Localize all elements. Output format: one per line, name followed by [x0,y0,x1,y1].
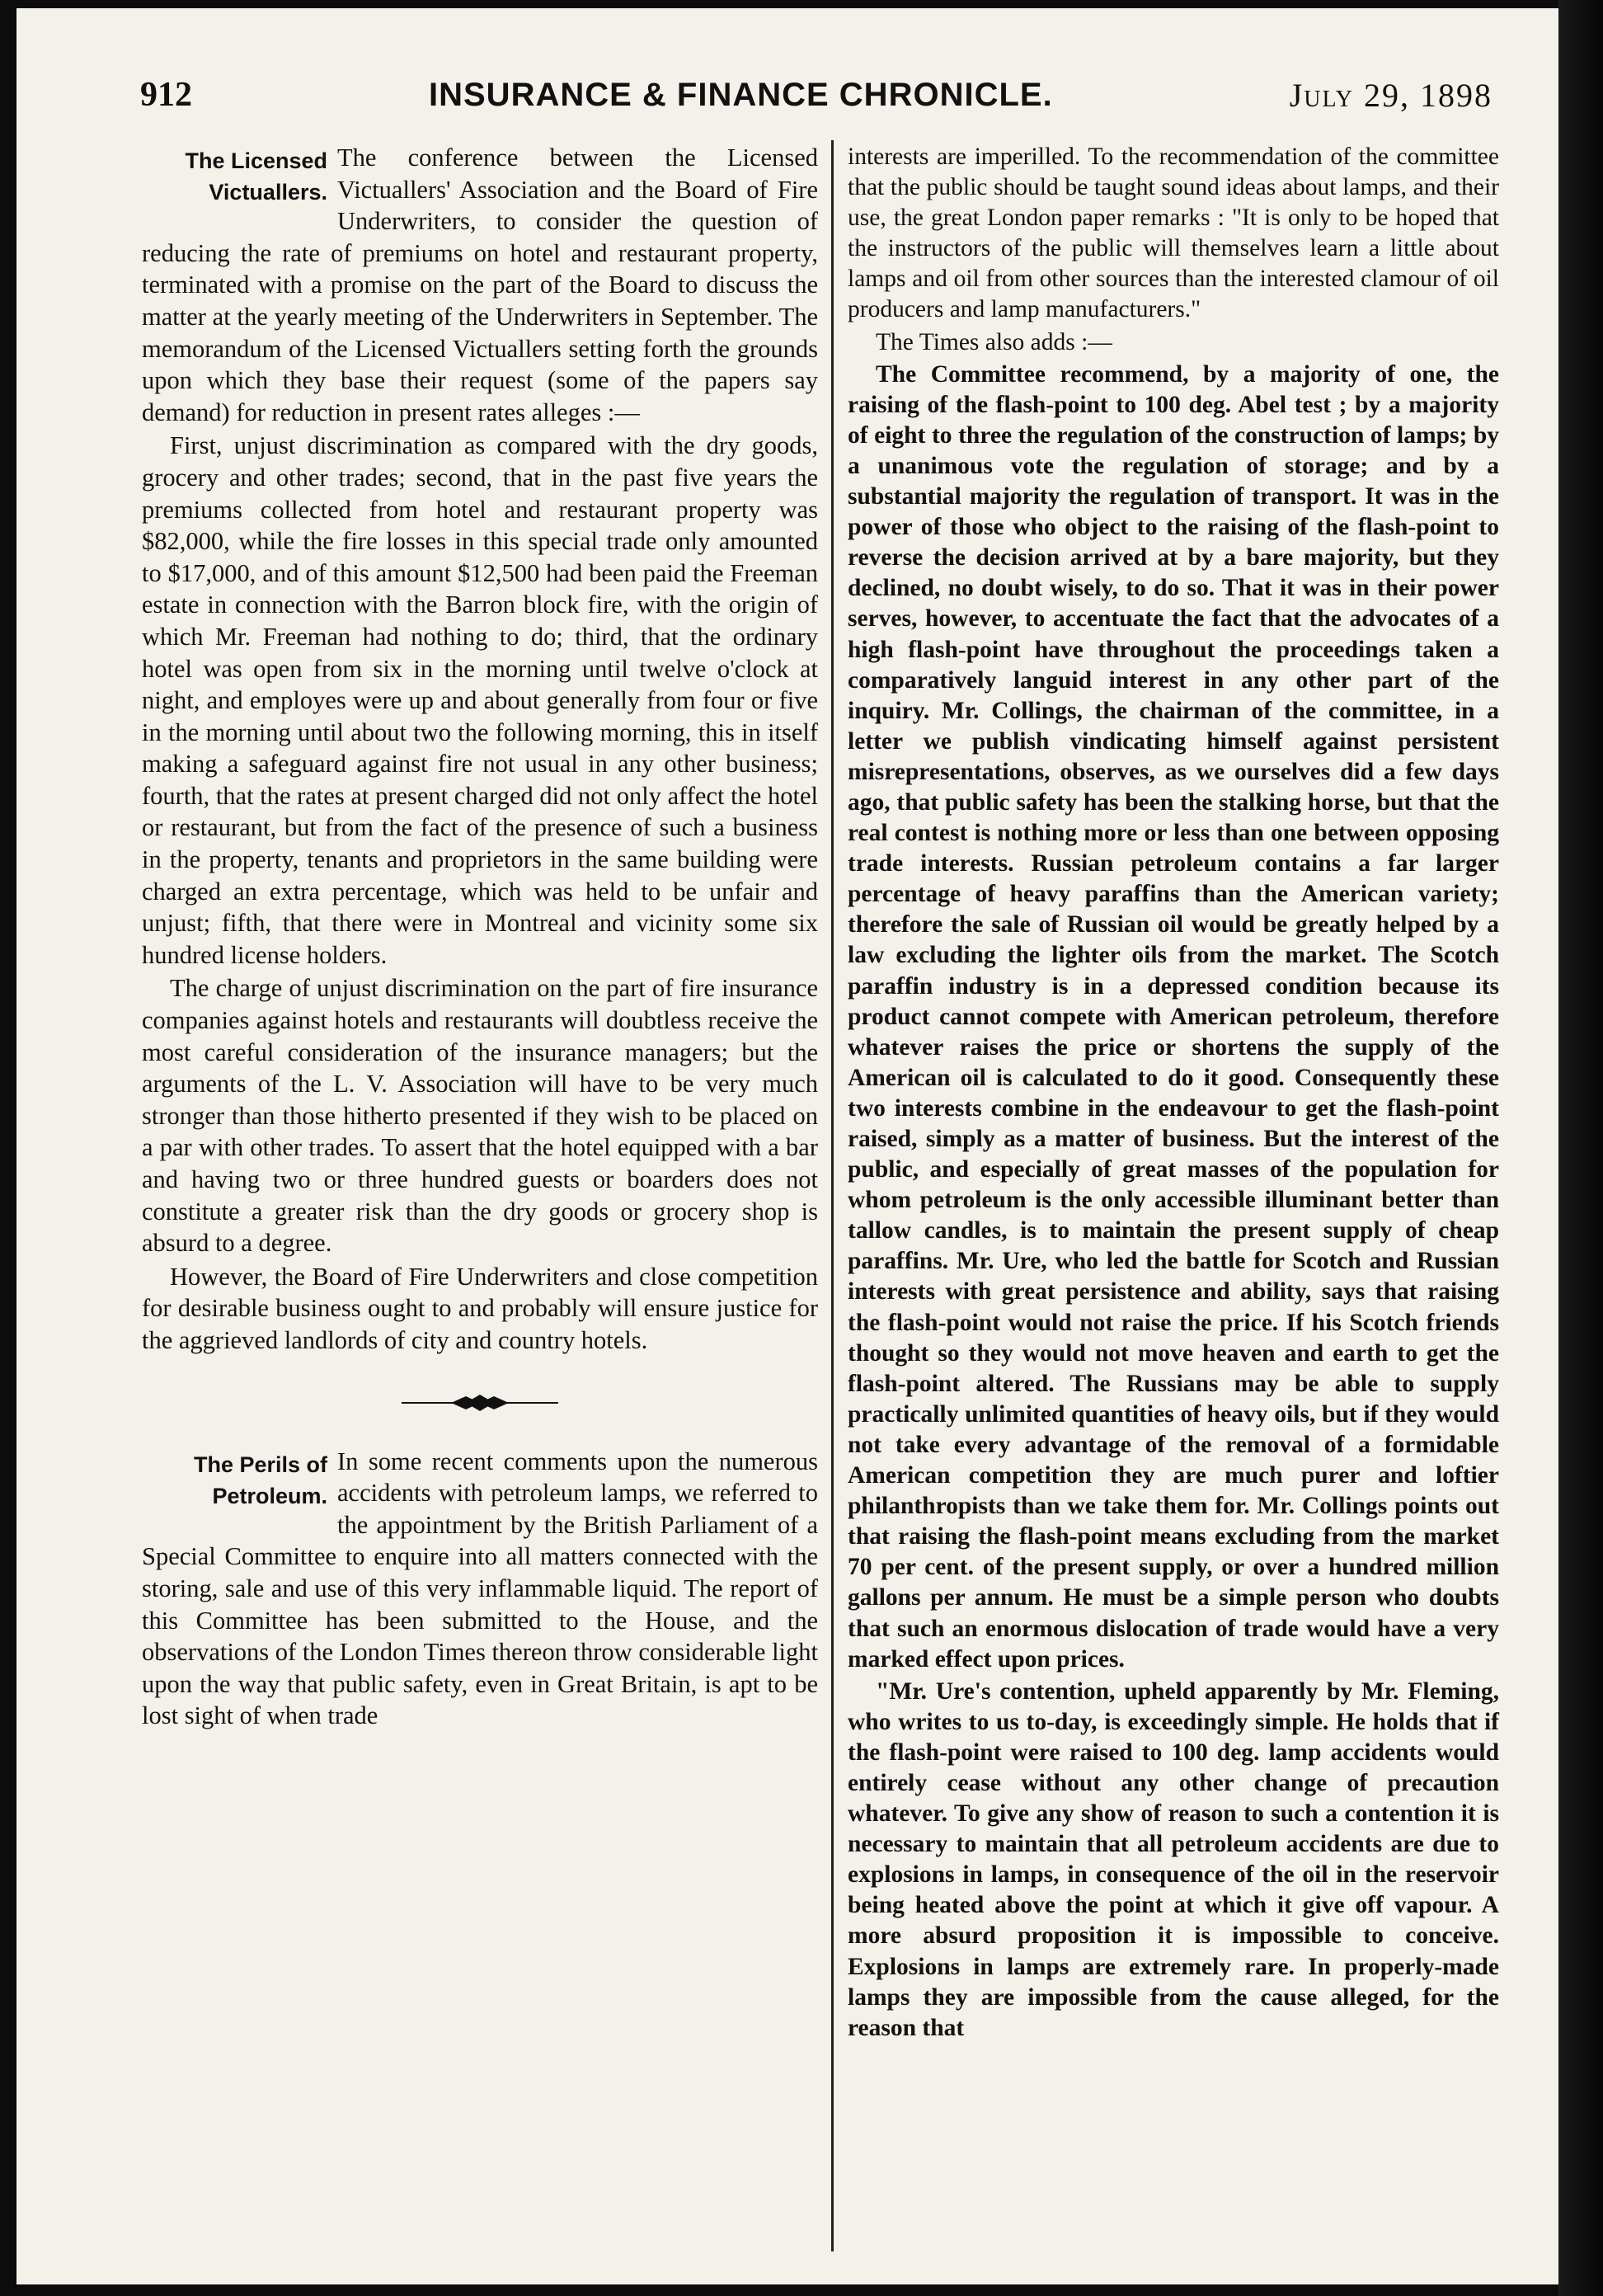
article-paragraph: interests are imperilled. To the recommendation of the committee that the public should be taught sound ideas about lamps, and their use, the great London paper remarks : "It is only to be hoped that the instructors of the public will themselves learn a little about lamps and oil from other sources than the interested clamour of oil producers and lamp manufacturers." [848,144,1499,323]
article-paragraph: The conference between the Licensed Victuallers' Association and the Board of Fire Underwriters, to consider the question of reducing the rate of premiums on hotel and restaurant property, terminated with a promise on the part of the Board to discuss the matter at the yearly meeting of the Underwriters in September. The memorandum of the Licensed Victuallers setting forth the grounds upon which they base their request (some of the papers say demand) for reduction in present rates alleges :— [142,144,818,426]
article-perils-of-petroleum [142,1446,818,1732]
side-heading-line2: Victuallers. [209,180,327,205]
page-number: 912 [140,76,192,114]
section-ornament [142,1378,818,1428]
side-heading [142,145,327,208]
right-column [848,142,1499,2251]
quoted-paragraph: "Mr. Ure's contention, upheld apparently by Mr. Fleming, who writes to us to-day, is exceedingly simple. He holds that if the flash-point were raised to 100 deg. lamp accidents would entirely cease without any other change of precaution whatever. To give any show of reason to such a contention it is necessary to maintain that all petroleum accidents are due to explosions in lamps, in consequence of the oil in the reservoir being heated above the point at which it give off vapour. A more absurd proposition it is impossible to conceive. Explosions in lamps are extremely rare. In properly-made lamps they are impossible from the cause alleged, for the reason that [848,1677,1499,2041]
scan-edge [1558,0,1603,2296]
side-heading-line2: Petroleum. [212,1483,327,1508]
left-column [142,142,818,2251]
issue-date: July 29, 1898 [1289,76,1493,114]
column-divider [831,140,834,2251]
article-paragraph: In some recent comments upon the numerous accidents with petroleum lamps, we referred to the appointment by the British Parliament of a Special Committee to enquire into all matters connected with the storing, sale and use of this very inflammable liquid. The report of this Committee has been submitted to the House, and the observations of the London Times thereon throw considerable light upon the way that public safety, even in Great Britain, is apt to be lost sight of when trade [142,1447,818,1730]
article-paragraph: First, unjust discrimination as compared with the dry goods, grocery and other trades; second, that in the past five years the premiums collected from hotel and restaurant property was $82,000, while the fire losses in this special trade only amounted to $17,000, and of this amount $12,500 had been paid the Freeman estate in connection with the Barron block fire, with the origin of which Mr. Freeman had nothing to do; third, that the ordinary hotel was open from six in the morning until twelve o'clock at night, and employes were up and about generally from four or five in the morning until about two the following morning, this in itself making a safeguard against fire not usual in any other business; fourth, that the rates at present charged did not only affect the hotel or restaurant, but from the fact of the presence of such a business in the property, tenants and proprietors in the same building were charged an extra percentage, which was held to be unfair and unjust; fifth, that there were in Montreal and vicinity some six hundred license holders. [142,431,818,969]
side-heading-line1: The Licensed [185,148,327,173]
page-header [140,66,1493,124]
quoted-paragraph: The Committee recommend, by a majority of one, the raising of the flash-point to 100 deg. Abel test ; by a majority of eight to three the regulation of the construction of lamps; by a unanimous vote the regulation of storage; and by a substantial majority the regulation of transport. It was in the power of those who object to the raising of the flash-point to reverse the decision arrived at by a bare majority, but they declined, no doubt wisely, to do so. That it was in their power serves, however, to accentuate the fact that the advocates of a high flash-point have throughout the proceedings taken a comparatively languid interest in any other part of the inquiry. Mr. Collings, the chairman of the committee, in a letter we publish vindicating himself against persistent misrepresentations, observes, as we ourselves did a few days ago, that public safety has been the stalking horse, but that the real contest is nothing more or less than one between opposing trade interests. Russian petroleum contains a far larger percentage of heavy paraffins than the American variety; therefore the sale of Russian oil would be greatly helped by a law excluding the lighter oils from the market. The Scotch paraffin industry is in a depressed condition because its product cannot compete with American petroleum, therefore whatever raises the price or shortens the supply of the American oil is calculated to do it good. Consequently these two interests combine in the endeavour to get the flash-point raised, simply as a matter of business. But the interest of the public, and especially of great masses of the population for whom petroleum is the only accessible illuminant better than tallow candles, is to maintain the present supply of cheap paraffins. Mr. Ure, who led the battle for Scotch and Russian interests with great persistence and ability, says that raising the flash-point would not raise the price. If his Scotch friends thought so they would not move heaven and earth to get the flash-point altered. The Russians may be able to supply practically unlimited quantities of heavy oils, but if they would not take every advantage of the removal of a formidable American competition they are much purer and loftier philanthropists than we take them for. Mr. Collings points out that raising the flash-point means excluding from the market 70 per cent. of the present supply, or over a hundred million gallons per annum. He must be a simple person who doubts that such an enormous dislocation of trade would have a very marked effect upon prices. [848,360,1499,1673]
side-heading [142,1449,327,1512]
article-paragraph: The charge of unjust discrimination on the part of fire insurance companies against hotels and restaurants will doubtless receive the most careful consideration of the insurance managers; but the arguments of the L. V. Association will have to be very much stronger than those hitherto presented if they wish to be placed on a par with other trades. To assert that the hotel equipped with a bar and having two or three hundred guests or boarders does not constitute a greater risk than the dry goods or grocery shop is absurd to a degree. [142,974,818,1258]
article-licensed-victuallers [142,142,818,1357]
ornament-icon [402,1393,558,1413]
newspaper-page [16,8,1558,2284]
side-heading-line1: The Perils of [193,1451,327,1477]
journal-title: INSURANCE & FINANCE CHRONICLE. [429,76,1053,113]
article-paragraph: However, the Board of Fire Underwriters and close competition for desirable business ought to and probably will ensure justice for the aggrieved landlords of city and country hotels. [142,1262,818,1354]
article-paragraph: The Times also adds :— [876,328,1112,355]
